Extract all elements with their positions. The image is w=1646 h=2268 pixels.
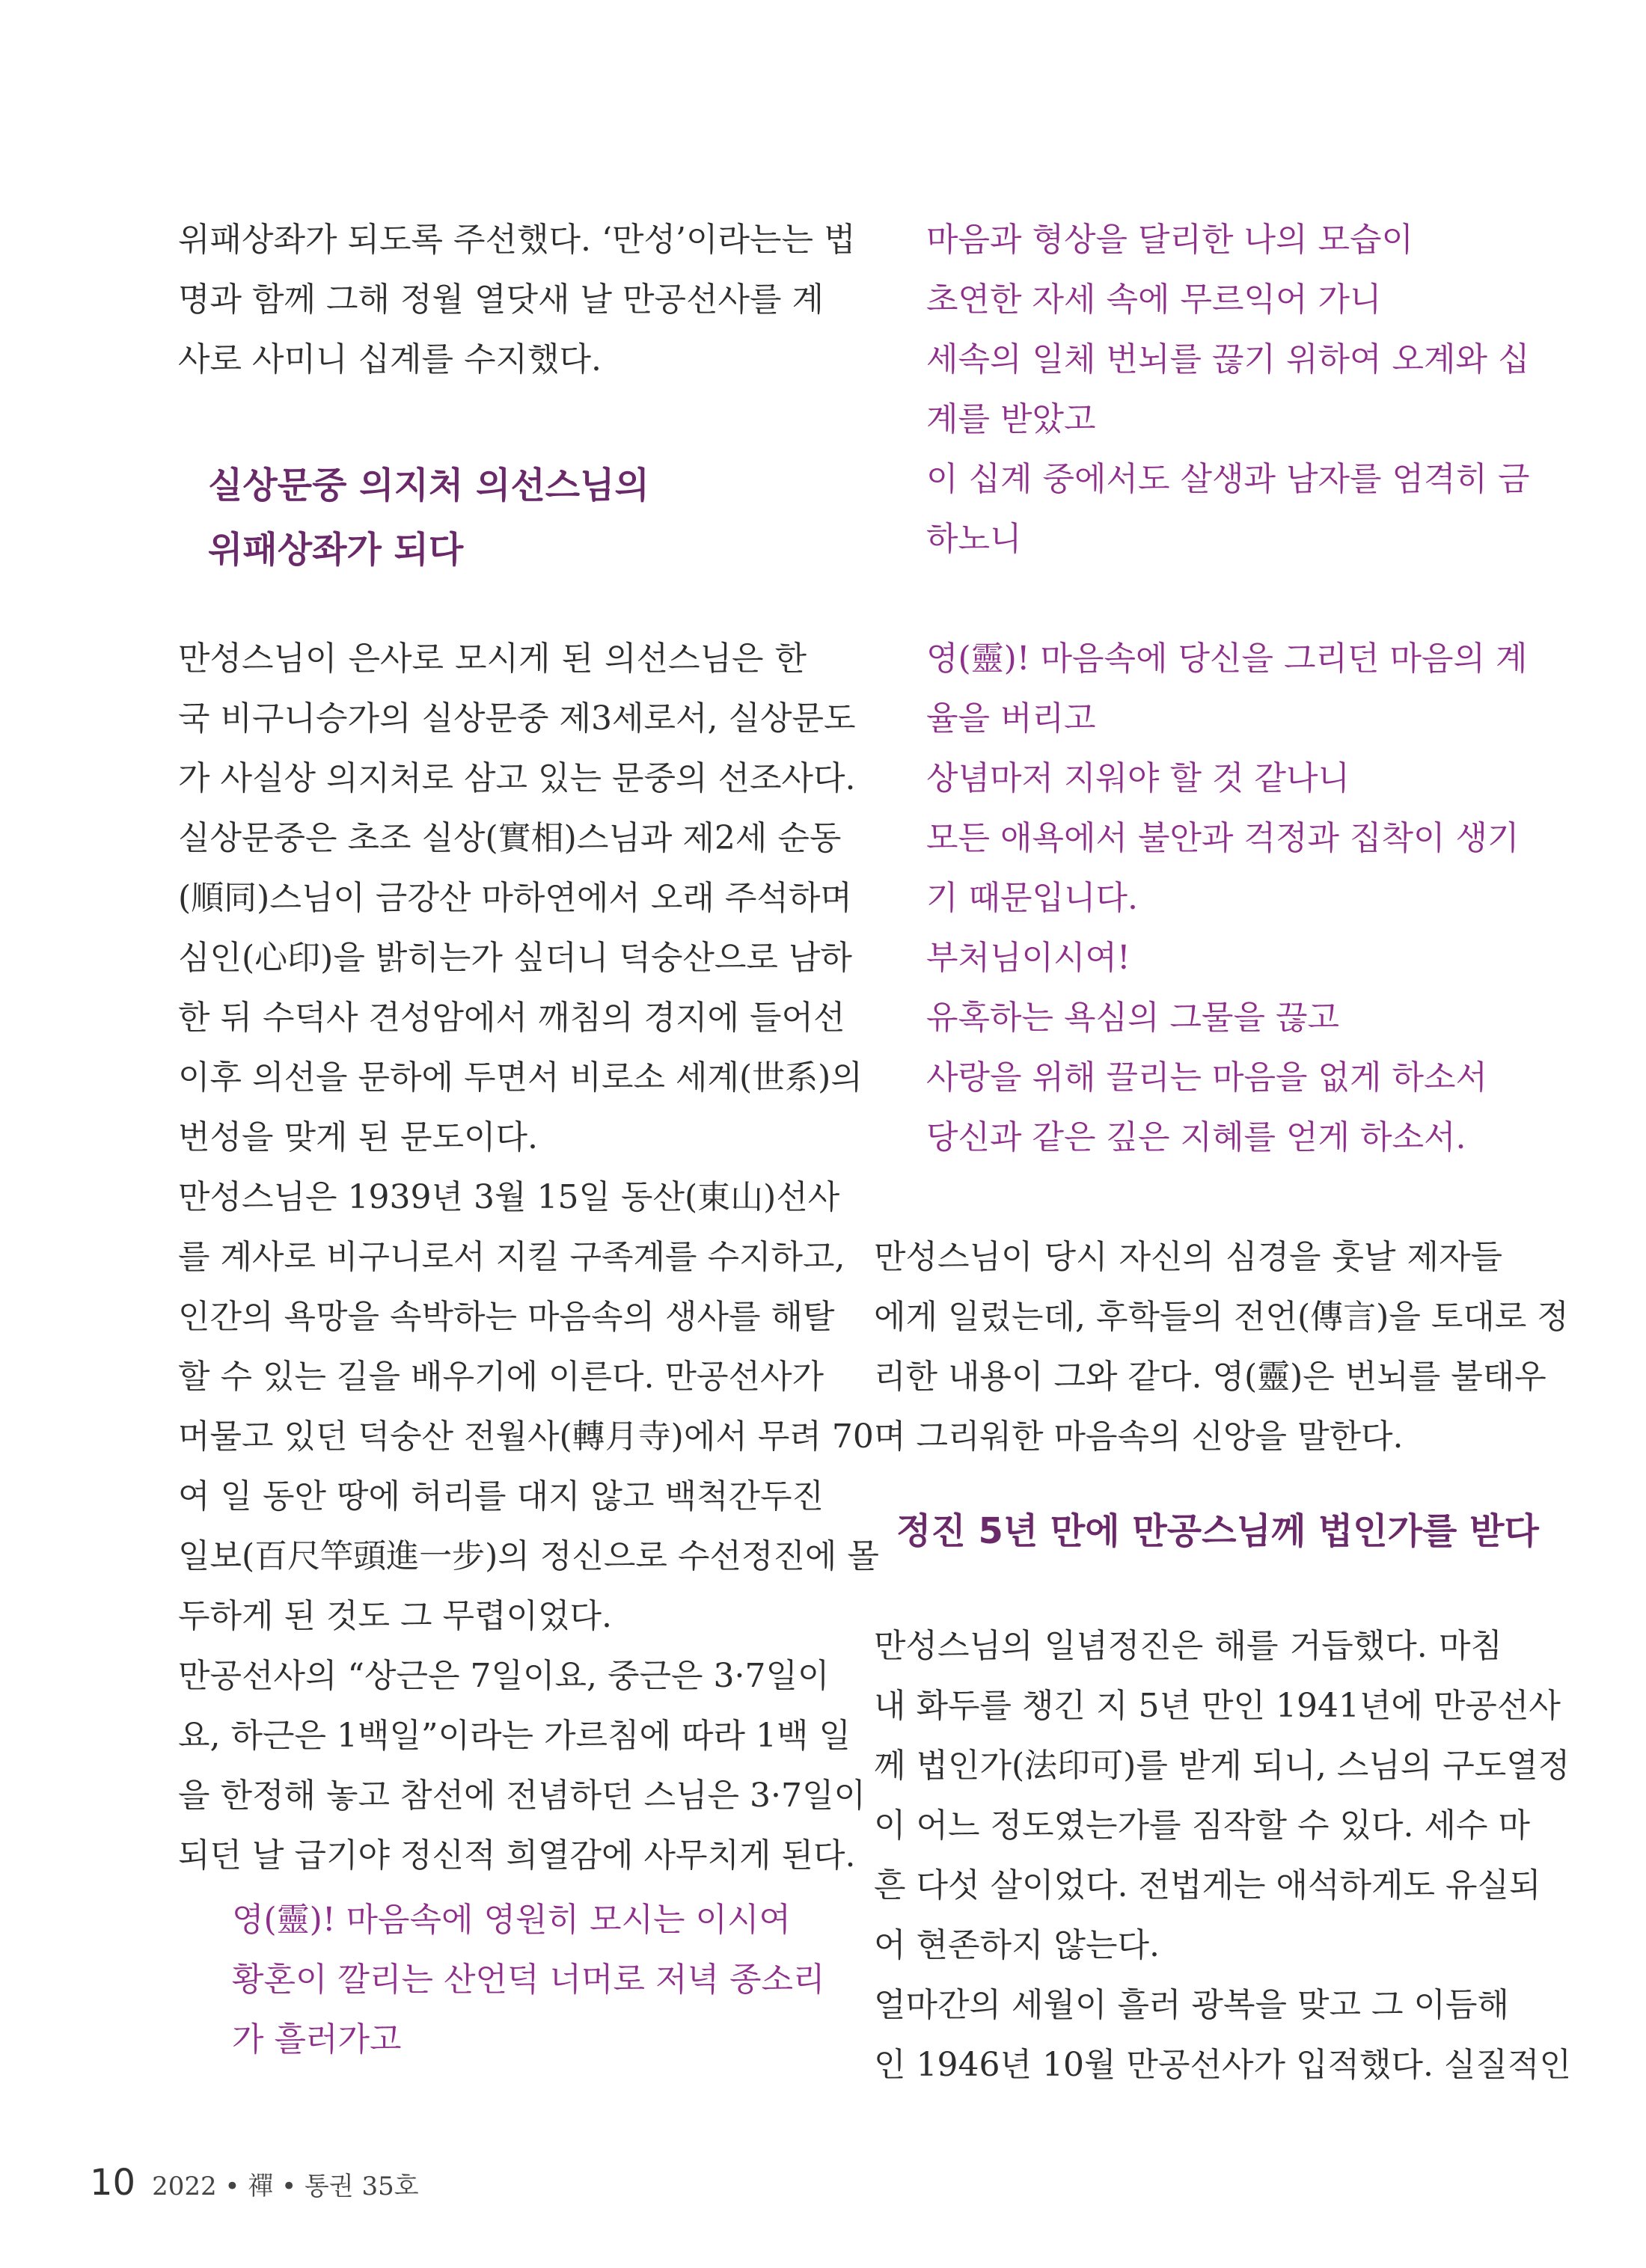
poem-line: 모든 애욕에서 불안과 걱정과 집착이 생기 [926,819,1520,857]
text-line: 만공선사의 “상근은 7일이요, 중근은 3·7일이 [178,1657,830,1695]
text-line: 을 한정해 놓고 참선에 전념하던 스님은 3·7일이 [178,1777,866,1815]
text-line: 만성스님의 일념정진은 해를 거듭했다. 마침 [874,1627,1502,1665]
poem-line: 계를 받았고 [926,400,1096,438]
text-line: 가 사실상 의지처로 삼고 있는 문중의 선조사다. [178,759,856,797]
poem-line: 기 때문입니다. [926,879,1138,917]
text-line: 되던 날 급기야 정신적 희열감에 사무치게 된다. [178,1836,856,1875]
poem-line: 사랑을 위해 끌리는 마음을 없게 하소서 [926,1058,1487,1097]
poem-line: 황혼이 깔리는 산언덕 너머로 저녁 종소리 [232,1961,825,1999]
text-line: 두하게 된 것도 그 무렵이었다. [178,1597,612,1635]
text-line: 인 1946년 10월 만공선사가 입적했다. 실질적인 [874,2046,1571,2084]
text-line: 께 법인가(法印可)를 받게 되니, 스님의 구도열정 [874,1747,1570,1785]
text-line: 사로 사미니 십계를 수지했다. [178,340,602,378]
text-line: 만성스님은 1939년 3월 15일 동산(東山)선사 [178,1178,840,1216]
text-line: 머물고 있던 덕숭산 전월사(轉月寺)에서 무려 70 [178,1418,874,1456]
poem-line: 율을 버리고 [926,699,1096,738]
text-line: 인간의 욕망을 속박하는 마음속의 생사를 해탈 [178,1298,835,1336]
text-line: 며 그리워한 마음속의 신앙을 말한다. [874,1418,1404,1456]
poem-line: 마음과 형상을 달리한 나의 모습이 [926,221,1413,259]
text-line: 를 계사로 비구니로서 지킬 구족계를 수지하고, [178,1238,845,1276]
text-line: 한 뒤 수덕사 견성암에서 깨침의 경지에 들어선 [178,999,845,1037]
text-line: 어 현존하지 않는다. [874,1926,1160,1964]
poem-line: 영(靈)! 마음속에 영원히 모시는 이시여 [232,1901,792,1939]
page-number: 10 [90,2162,136,2204]
text-line: 얼마간의 세월이 흘러 광복을 맞고 그 이듬해 [874,1986,1509,2024]
poem-line: 영(靈)! 마음속에 당신을 그리던 마음의 계 [926,640,1528,678]
poem-line: 초연한 자세 속에 무르익어 가니 [926,281,1382,319]
poem-line: 가 흘러가고 [232,2020,402,2059]
text-line: 실상문중은 초조 실상(實相)스님과 제2세 순동 [178,819,842,857]
text-line: 흔 다섯 살이었다. 전법게는 애석하게도 유실되 [874,1866,1541,1904]
poem-line: 상념마저 지워야 할 것 같나니 [926,759,1350,797]
text-line: 에게 일렀는데, 후학들의 전언(傳言)을 토대로 정 [874,1298,1569,1336]
text-line: 위패상좌가 되도록 주선했다. ‘만성’이라는는 법 [178,221,856,259]
poem-line: 세속의 일체 번뇌를 끊기 위하여 오계와 십 [926,340,1530,378]
text-line: 할 수 있는 길을 배우기에 이른다. 만공선사가 [178,1358,824,1396]
text-line: 이 어느 정도였는가를 짐작할 수 있다. 세수 마 [874,1806,1530,1845]
text-line: 만성스님이 은사로 모시게 된 의선스님은 한 [178,640,807,678]
text-line: 번성을 맞게 된 문도이다. [178,1118,538,1156]
text-line: 내 화두를 챙긴 지 5년 만인 1941년에 만공선사 [874,1687,1561,1725]
text-line: 일보(百尺竿頭進一步)의 정신으로 수선정진에 몰 [178,1537,879,1575]
text-line: 만성스님이 당시 자신의 심경을 훗날 제자들 [874,1238,1502,1276]
text-line: 리한 내용이 그와 같다. 영(靈)은 번뇌를 불태우 [874,1358,1546,1396]
heading-line: 위패상좌가 되다 [208,529,464,571]
issue-info: 2022 • 禪 • 통권 35호 [152,2172,419,2201]
text-line: 명과 함께 그해 정월 열닷새 날 만공선사를 계 [178,281,824,319]
heading-line: 실상문중 의지처 의선스님의 [208,465,649,506]
poem-line: 유혹하는 욕심의 그물을 끊고 [926,999,1340,1037]
text-line: 요, 하근은 1백일”이라는 가르침에 따라 1백 일 [178,1717,851,1755]
page-footer [90,2162,419,2214]
poem-line: 이 십계 중에서도 살생과 남자를 엄격히 금 [926,460,1530,498]
text-line: 심인(心印)을 밝히는가 싶더니 덕숭산으로 남하 [178,939,852,977]
text-line: (順同)스님이 금강산 마하연에서 오래 주석하며 [178,879,852,917]
text-line: 이후 의선을 문하에 두면서 비로소 세계(世系)의 [178,1058,863,1097]
heading-line: 정진 5년 만에 만공스님께 법인가를 받다 [896,1510,1539,1552]
text-line: 국 비구니승가의 실상문중 제3세로서, 실상문도 [178,699,856,738]
text-line: 여 일 동안 땅에 허리를 대지 않고 백척간두진 [178,1477,824,1515]
poem-line: 당신과 같은 깊은 지혜를 얻게 하소서. [926,1118,1466,1156]
poem-line: 하노니 [926,520,1022,558]
poem-line: 부처님이시여! [926,939,1131,977]
